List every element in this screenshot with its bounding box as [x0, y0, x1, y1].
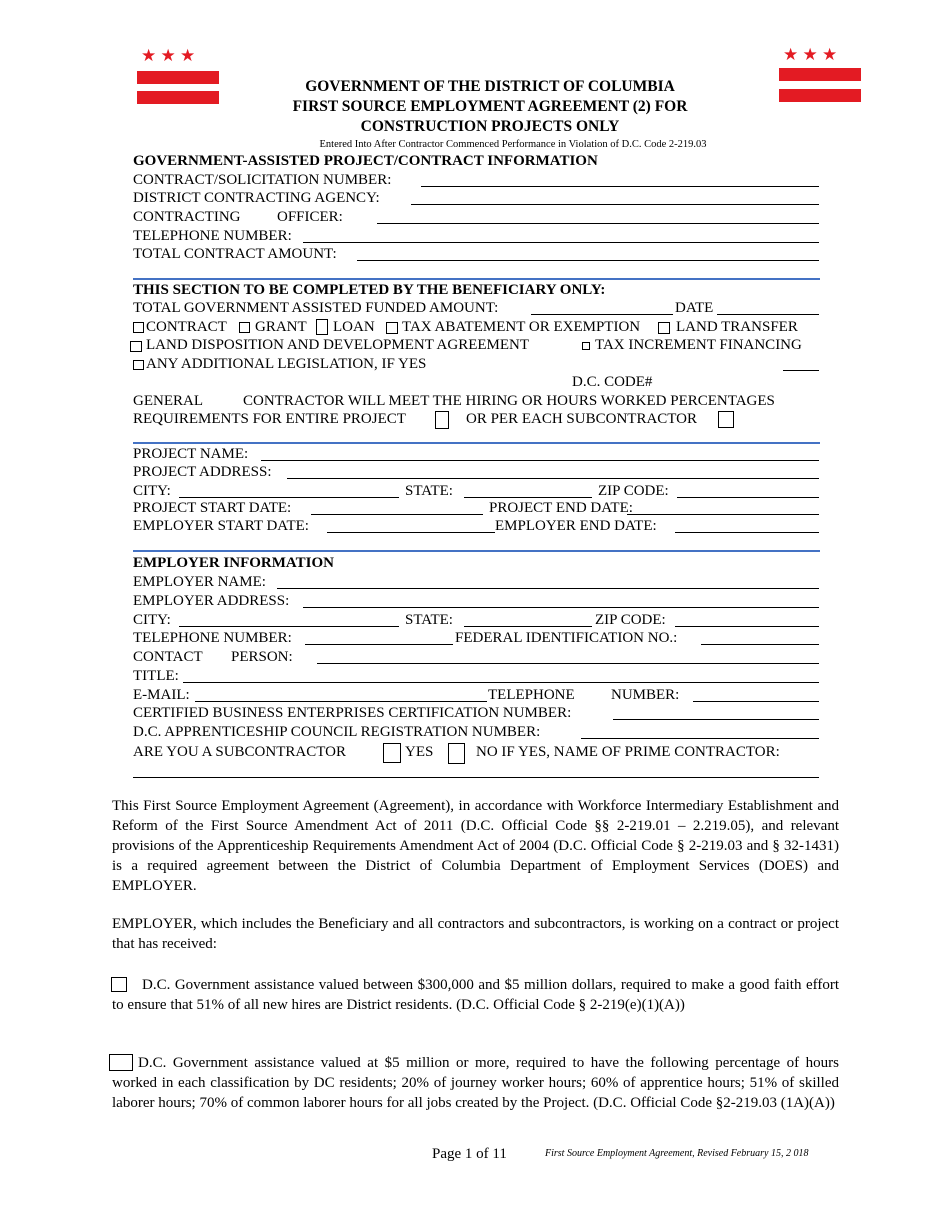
field-line[interactable] — [613, 719, 819, 720]
section-divider — [133, 550, 820, 552]
field-line[interactable] — [195, 701, 487, 702]
page-number: Page 1 of 11 — [432, 1146, 507, 1162]
checkbox-subcontractor-yes[interactable] — [383, 743, 401, 763]
field-line[interactable] — [783, 370, 819, 371]
field-line[interactable] — [287, 478, 819, 479]
field-line[interactable] — [179, 497, 399, 498]
revision-note: First Source Employment Agreement, Revised February 15, 2 018 — [545, 1148, 809, 1159]
field-employer-name[interactable]: EMPLOYER NAME: — [133, 573, 820, 592]
field-line[interactable] — [179, 626, 399, 627]
section2-title: THIS SECTION TO BE COMPLETED BY THE BENEFICIARY ONLY: — [133, 282, 606, 298]
header-title-3: CONSTRUCTION PROJECTS ONLY — [360, 118, 620, 135]
field-line[interactable] — [305, 644, 453, 645]
agreement-paragraph: This First Source Employment Agreement (Agreement), in accordance with Workforce Intermediary Establishment and Reform of the First Source Amendment Act of 2011 (D.C. Official Code §§ 2-219.01 – 2.219.05), and relevant provisions of the Apprenticeship Requirements Amendment Act of 2004 (D.C. Official Code § 2-219.03 and § 32-1431) is a required agreement between the District of Columbia Department of Employment Services (DOES) and EMPLOYER. — [112, 798, 839, 894]
checkbox-contract[interactable] — [133, 322, 144, 333]
field-line[interactable] — [693, 701, 819, 702]
field-additional-legislation[interactable]: ANY ADDITIONAL LEGISLATION, IF YES — [133, 355, 820, 374]
field-line[interactable] — [183, 682, 819, 683]
assistance-type-row-1: CONTRACT GRANT LOAN TAX ABATEMENT OR EXEMPTION LAND TRANSFER — [133, 318, 820, 337]
field-telephone[interactable]: TELEPHONE NUMBER: — [133, 227, 820, 246]
assistance-type-row-2: LAND DISPOSITION AND DEVELOPMENT AGREEMENT TAX INCREMENT FINANCING — [133, 336, 820, 355]
field-line[interactable] — [311, 514, 483, 515]
field-line[interactable] — [411, 204, 819, 205]
field-line[interactable] — [133, 777, 819, 778]
field-line[interactable] — [317, 663, 819, 664]
field-project-address[interactable]: PROJECT ADDRESS: — [133, 463, 820, 482]
field-contracting-officer[interactable]: CONTRACTING OFFICER: — [133, 208, 820, 227]
field-cbe-number[interactable]: CERTIFIED BUSINESS ENTERPRISES CERTIFICATION NUMBER: — [133, 704, 820, 723]
field-prime-contractor[interactable] — [133, 762, 820, 781]
checkbox-loan[interactable] — [316, 319, 328, 335]
field-employer-telephone-fein[interactable]: TELEPHONE NUMBER: FEDERAL IDENTIFICATION NO.: — [133, 629, 820, 648]
field-funded-amount[interactable]: TOTAL GOVERNMENT ASSISTED FUNDED AMOUNT: DATE — [133, 299, 820, 318]
field-line[interactable] — [675, 626, 819, 627]
field-dc-code: D.C. CODE# — [572, 374, 653, 390]
section-divider — [133, 442, 820, 444]
checkbox-land-transfer[interactable] — [658, 322, 670, 334]
section4-title: EMPLOYER INFORMATION — [133, 555, 334, 571]
general-contractor-line: GENERAL CONTRACTOR WILL MEET THE HIRING OR HOURS WORKED PERCENTAGES — [133, 393, 775, 409]
field-line[interactable] — [377, 223, 819, 224]
section-divider — [133, 278, 820, 280]
checkbox-additional-legislation[interactable] — [133, 360, 144, 370]
field-employer-address[interactable]: EMPLOYER ADDRESS: — [133, 592, 820, 611]
option-300k-5m: D.C. Government assistance valued between $300,000 and $5 million dollars, required to make a good faith effort to ensure that 51% of all new hires are District residents. (D.C. Official Code § 2-219(e)(1)(A)) — [112, 977, 839, 1013]
checkbox-grant[interactable] — [239, 322, 250, 333]
requirements-line: REQUIREMENTS FOR ENTIRE PROJECT OR PER EACH SUBCONTRACTOR — [133, 410, 820, 429]
section1-title: GOVERNMENT-ASSISTED PROJECT/CONTRACT INFORMATION — [133, 153, 598, 169]
field-line[interactable] — [261, 460, 819, 461]
header-title-1: GOVERNMENT OF THE DISTRICT OF COLUMBIA — [305, 78, 675, 95]
field-line[interactable] — [675, 532, 819, 533]
field-line[interactable] — [531, 314, 673, 315]
checkbox-tax-abatement[interactable] — [386, 322, 398, 334]
header-subline: Entered Into After Contractor Commenced Performance in Violation of D.C. Code 2-219.03 — [319, 139, 707, 150]
checkbox-per-subcontractor[interactable] — [718, 411, 734, 428]
field-title[interactable]: TITLE: — [133, 667, 820, 686]
checkbox-entire-project[interactable] — [435, 411, 449, 429]
field-email-telephone[interactable]: E-MAIL: TELEPHONE NUMBER: — [133, 686, 820, 705]
subcontractor-question: ARE YOU A SUBCONTRACTOR YES NO IF YES, NAME OF PRIME CONTRACTOR: — [133, 743, 820, 762]
field-line[interactable] — [327, 532, 495, 533]
field-contact-person[interactable]: CONTACT PERSON: — [133, 648, 820, 667]
field-project-dates[interactable]: PROJECT START DATE: PROJECT END DATE: — [133, 499, 820, 518]
field-line[interactable] — [701, 644, 819, 645]
field-contract-number[interactable]: CONTRACT/SOLICITATION NUMBER: — [133, 171, 820, 190]
flag-stars: ★ ★ ★ — [141, 46, 196, 65]
field-project-city-state-zip[interactable]: CITY: STATE: ZIP CODE: — [133, 482, 820, 501]
header-title-2: FIRST SOURCE EMPLOYMENT AGREEMENT (2) FOR — [292, 98, 688, 115]
field-apprenticeship-number[interactable]: D.C. APPRENTICESHIP COUNCIL REGISTRATION NUMBER: — [133, 723, 820, 742]
checkbox-subcontractor-no[interactable] — [448, 743, 465, 764]
flag-stars: ★ ★ ★ — [783, 45, 838, 64]
field-line[interactable] — [421, 186, 819, 187]
field-line[interactable] — [357, 260, 819, 261]
field-employer-city-state-zip[interactable]: CITY: STATE: ZIP CODE: — [133, 611, 820, 630]
checkbox-land-disposition[interactable] — [130, 341, 142, 352]
field-line[interactable] — [303, 607, 819, 608]
field-line[interactable] — [677, 497, 819, 498]
checkbox-tax-increment[interactable] — [582, 342, 590, 350]
field-line[interactable] — [717, 314, 819, 315]
field-line[interactable] — [581, 738, 819, 739]
field-project-name[interactable]: PROJECT NAME: — [133, 445, 820, 464]
field-line[interactable] — [303, 242, 819, 243]
employer-paragraph: EMPLOYER, which includes the Beneficiary and all contractors and subcontractors, is working on a contract or project that has received: — [112, 916, 839, 952]
field-contracting-agency[interactable]: DISTRICT CONTRACTING AGENCY: — [133, 189, 820, 208]
option-5m-plus: D.C. Government assistance valued at $5 million or more, required to have the following percentage of hours worked in each classification by DC residents; 20% of journey worker hours; 60% of apprentice hours; 51% of skilled laborer hours; 70% of common laborer hours for all jobs created by the Project. (D.C. Official Code §2-219.03 (1A)(A)) — [112, 1055, 839, 1111]
field-employer-dates[interactable]: EMPLOYER START DATE: EMPLOYER END DATE: — [133, 517, 820, 536]
field-line[interactable] — [277, 588, 819, 589]
field-line[interactable] — [464, 626, 592, 627]
field-line[interactable] — [627, 514, 819, 515]
field-total-amount[interactable]: TOTAL CONTRACT AMOUNT: — [133, 245, 820, 264]
field-line[interactable] — [464, 497, 592, 498]
